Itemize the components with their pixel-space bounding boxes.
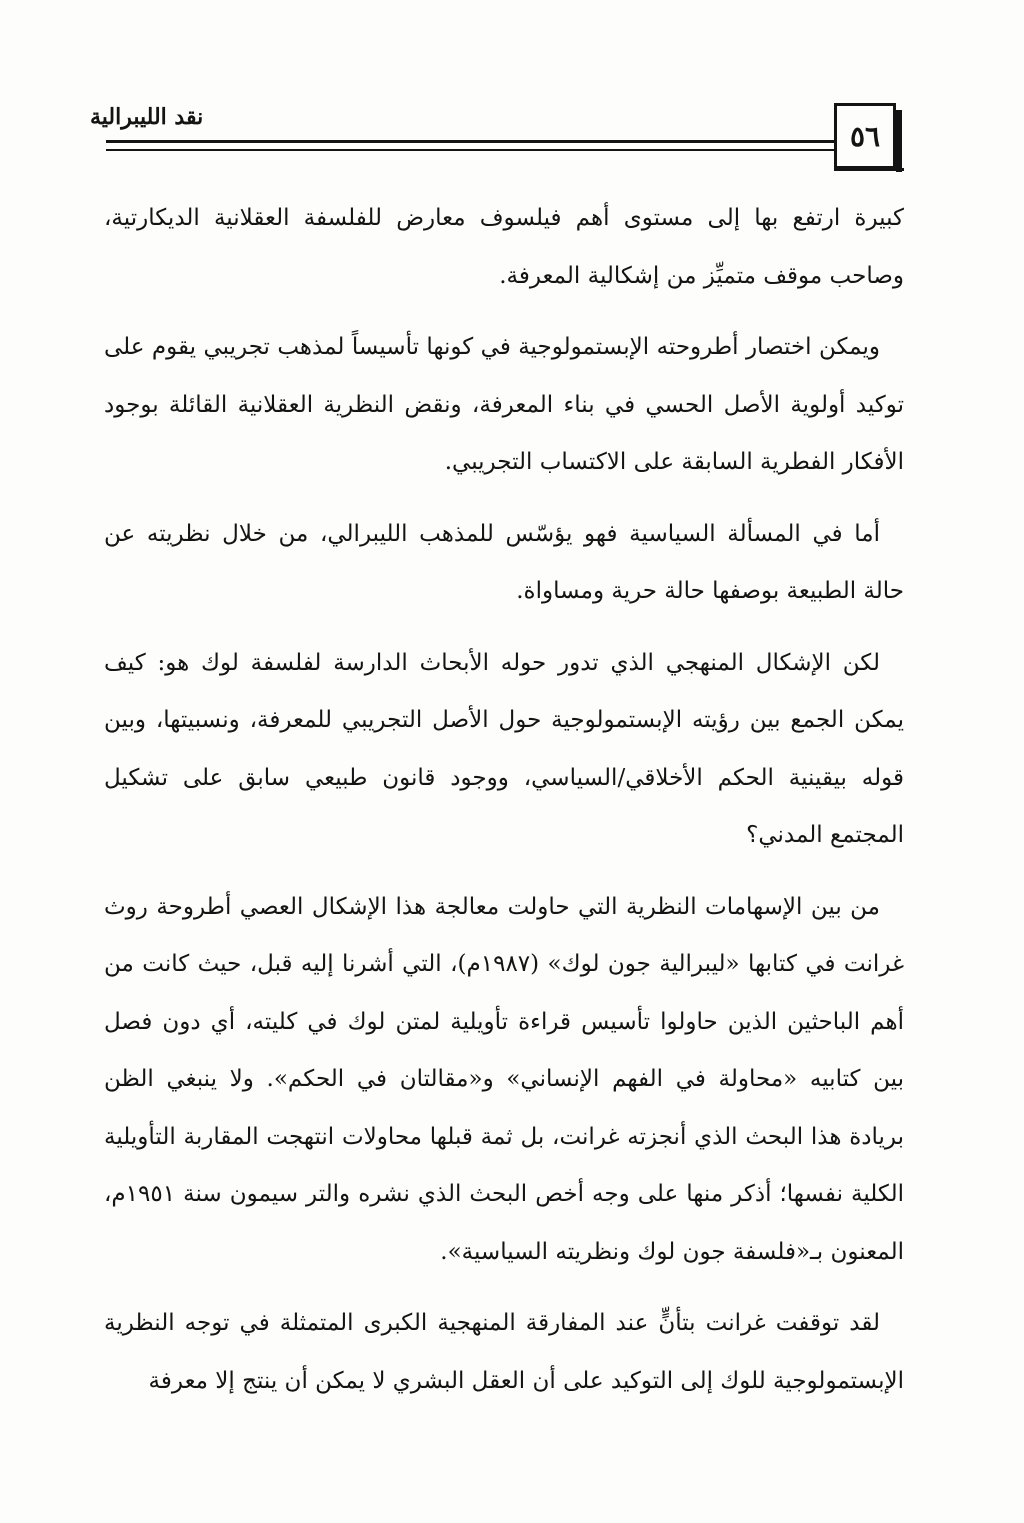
paragraph-3: أما في المسألة السياسية فهو يؤسّس للمذهب الليبرالي، من خلال نظريته عن حالة الطبيعة بوصفها حالة حرية ومساواة. [104, 520, 904, 604]
running-title: نقد الليبرالية [90, 104, 204, 130]
page-number-box [834, 103, 896, 169]
paragraph-4: لكن الإشكال المنهجي الذي تدور حوله الأبحاث الدارسة لفلسفة لوك هو: كيف يمكن الجمع بين رؤيته الإبستمولوجية حول الأصل التجريبي للمعرفة، ونسبيتها، وبين قوله بيقينية الحكم الأخلاقي/السياسي، ووجود قانون طبيعي سابق على تشكيل المجتمع المدني؟ [104, 649, 904, 848]
page-number-shadow [896, 110, 902, 172]
page-number: ٥٦ [849, 119, 881, 153]
header-rule-thin [106, 149, 834, 151]
paragraph-1: كبيرة ارتفع بها إلى مستوى أهم فيلسوف معارض للفلسفة العقلانية الديكارتية، وصاحب موقف متميِّز من إشكالية المعرفة. [104, 205, 904, 289]
body-text [104, 190, 904, 1424]
header-rule-thick [106, 140, 834, 143]
paragraph-5: من بين الإسهامات النظرية التي حاولت معالجة هذا الإشكال العصي أطروحة روث غرانت في كتابها «ليبرالية جون لوك» (١٩٨٧م)، التي أشرنا إليه قبل، حيث كانت من أهم الباحثين الذين حاولوا تأسيس قراءة تأويلية لمتن لوك في كليته، أي دون فصل بين كتابيه «محاولة في الفهم الإنساني» و«مقالتان في الحكم». ولا ينبغي الظن بريادة هذا البحث الذي أنجزته غرانت، بل ثمة قبلها محاولات انتهجت المقاربة التأويلية الكلية نفسها؛ أذكر منها على وجه أخص البحث الذي نشره والتر سيمون سنة ١٩٥١م، المعنون بـ«فلسفة جون لوك ونظريته السياسية». [104, 893, 904, 1265]
paragraph-2: ويمكن اختصار أطروحته الإبستمولوجية في كونها تأسيساً لمذهب تجريبي يقوم على توكيد أولوية الأصل الحسي في بناء المعرفة، ونقض النظرية العقلانية القائلة بوجود الأفكار الفطرية السابقة على الاكتساب التجريبي. [104, 334, 904, 475]
paragraph-6: لقد توقفت غرانت بتأنٍّ عند المفارقة المنهجية الكبرى المتمثلة في توجه النظرية الإبستمولوجية للوك إلى التوكيد على أن العقل البشري لا يمكن أن ينتج إلا معرفة [104, 1310, 904, 1394]
